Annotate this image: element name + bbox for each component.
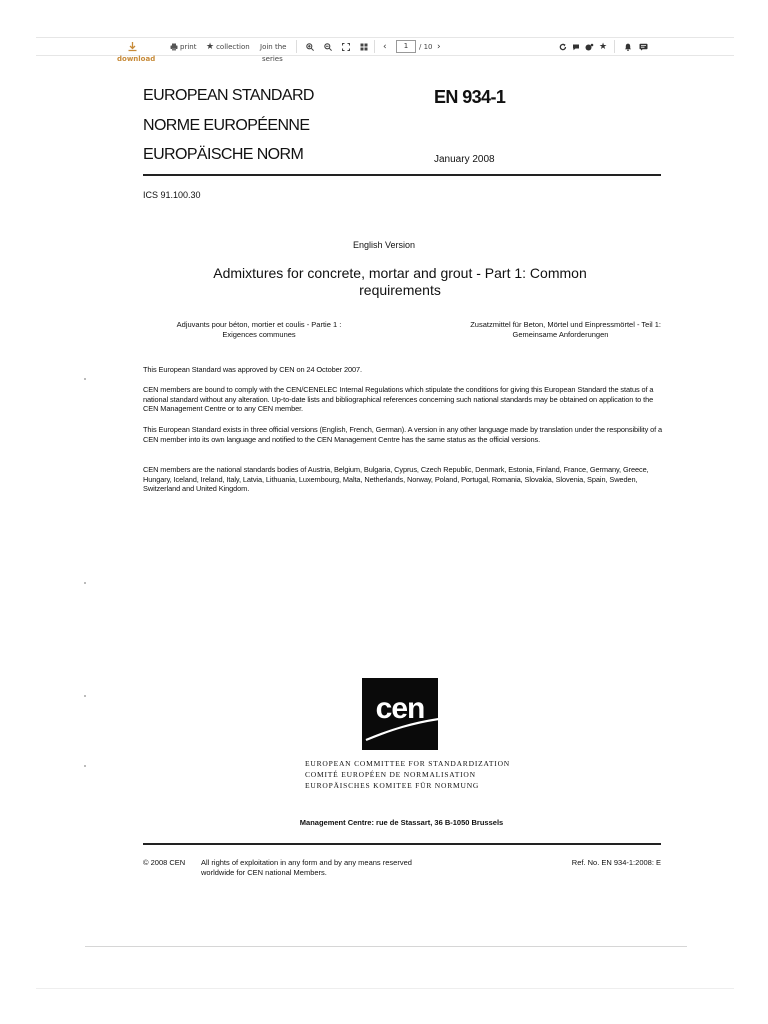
refresh-icon <box>559 43 567 51</box>
regulations-paragraph: CEN members are bound to comply with the CEN/CENELEC Internal Regulations which stipulate the conditions for giving this European Standard the status of a national standard without any alteration. Up-to-date lists and bibliographical references concerning such national standards may be obtained on application to the CEN Management Centre or to any CEN member. <box>143 385 654 414</box>
star-icon: ★ <box>599 41 608 52</box>
grid-icon <box>360 43 368 51</box>
share-button[interactable] <box>585 38 594 55</box>
french-title <box>143 320 375 340</box>
viewer-toolbar <box>36 37 734 56</box>
cen-logo-text: cen <box>375 692 425 725</box>
zoom-out-icon <box>324 43 332 51</box>
next-page-button[interactable] <box>437 38 441 55</box>
margin-mark <box>84 582 86 584</box>
header-rule <box>143 174 661 176</box>
copyright-text: © 2008 CEN <box>143 858 186 867</box>
rights-line2: worldwide for CEN national Members. <box>201 868 327 877</box>
standard-title-fr: NORME EUROPÉENNE <box>143 117 310 134</box>
printer-icon <box>170 43 178 51</box>
management-centre-address: Management Centre: rue de Stassart, 36 B-1050 Brussels <box>299 818 504 827</box>
standard-title-de: EUROPÄISCHE NORM <box>143 146 304 163</box>
chevron-left-icon: ‹ <box>383 41 387 52</box>
french-title-line2: Exigences communes <box>222 330 296 339</box>
cen-name-en: EUROPEAN COMMITTEE FOR STANDARDIZATION <box>305 759 511 768</box>
share-icon <box>585 43 594 51</box>
chevron-right-icon: › <box>437 41 441 52</box>
join-label-continuation[interactable]: series <box>262 55 283 63</box>
german-title <box>430 320 661 340</box>
page-indicator <box>396 38 433 55</box>
versions-paragraph: This European Standard exists in three official versions (English, French, German). A version in any other language made by translation under the responsibility of a CEN member into its own language and notified to the CEN Management Centre has the same status as the official versions. <box>143 425 663 444</box>
join-label: Join the <box>260 42 287 51</box>
viewer-bottom-divider <box>36 988 734 989</box>
zoom-out-button[interactable] <box>324 38 332 55</box>
chat-icon <box>572 43 580 51</box>
margin-mark <box>84 378 86 380</box>
zoom-in-button[interactable] <box>306 38 314 55</box>
collection-button[interactable] <box>206 38 250 55</box>
toolbar-divider <box>296 40 297 53</box>
refresh-button[interactable] <box>559 38 567 55</box>
print-label: print <box>180 42 197 51</box>
standard-number: EN 934-1 <box>434 87 506 107</box>
join-series-button[interactable] <box>260 38 286 55</box>
cen-name-fr: COMITÉ EUROPÉEN DE NORMALISATION <box>305 770 476 779</box>
reference-number: Ref. No. EN 934-1:2008: E <box>571 858 661 867</box>
rights-text <box>201 858 412 878</box>
fullscreen-icon <box>342 43 350 51</box>
footer-rule <box>143 843 661 845</box>
zoom-in-icon <box>306 43 314 51</box>
german-title-line1: Zusatzmittel für Beton, Mörtel und Einpressmörtel - Teil 1: <box>470 320 661 329</box>
french-title-line1: Adjuvants pour béton, mortier et coulis - Partie 1 : <box>176 320 342 329</box>
cen-committee-names <box>305 758 510 791</box>
collection-label: collection <box>216 42 250 51</box>
download-button[interactable] <box>128 38 137 55</box>
toolbar-divider <box>374 40 375 53</box>
german-title-line2: Gemeinsame Anforderungen <box>512 330 609 339</box>
download-icon <box>128 42 137 52</box>
bell-icon <box>624 43 632 51</box>
star-icon: ★ <box>206 41 215 52</box>
cen-logo <box>362 678 438 750</box>
toolbar-divider <box>614 40 615 53</box>
cen-name-de: EUROPÄISCHES KOMITEE FÜR NORMUNG <box>305 781 480 790</box>
standard-title-en: EUROPEAN STANDARD <box>143 87 314 104</box>
approval-paragraph: This European Standard was approved by CEN on 24 October 2007. <box>143 365 362 374</box>
message-button[interactable] <box>639 38 648 55</box>
print-button[interactable] <box>170 38 196 55</box>
margin-mark <box>84 765 86 767</box>
grid-view-button[interactable] <box>360 38 368 55</box>
page-bottom-divider <box>85 946 687 947</box>
favorite-button[interactable] <box>599 38 607 55</box>
notification-button[interactable] <box>624 38 632 55</box>
margin-mark <box>84 695 86 697</box>
document-title: Admixtures for concrete, mortar and grout - Part 1: Common requirements <box>213 265 587 298</box>
comment-button[interactable] <box>572 38 580 55</box>
download-label[interactable]: download <box>117 55 156 63</box>
page-number-input[interactable]: 1 <box>396 40 416 53</box>
prev-page-button[interactable] <box>383 38 387 55</box>
members-paragraph: CEN members are the national standards bodies of Austria, Belgium, Bulgaria, Cyprus, Czech Republic, Denmark, Estonia, Finland, France, Germany, Greece, Hungary, Iceland, Ireland, Italy, Latvia, Lithuania, Luxembourg, Malta, Netherlands, Norway, Poland, Portugal, Romania, Slovakia, Slovenia, Spain, Sweden, Switzerland and United Kingdom. <box>143 465 649 494</box>
page-total: / 10 <box>419 42 433 51</box>
message-icon <box>639 43 648 51</box>
ics-code: ICS 91.100.30 <box>143 190 201 200</box>
publication-date: January 2008 <box>434 154 495 165</box>
fit-page-button[interactable] <box>342 38 350 55</box>
version-label: English Version <box>352 240 416 250</box>
rights-line1: All rights of exploitation in any form and by any means reserved <box>201 858 412 867</box>
